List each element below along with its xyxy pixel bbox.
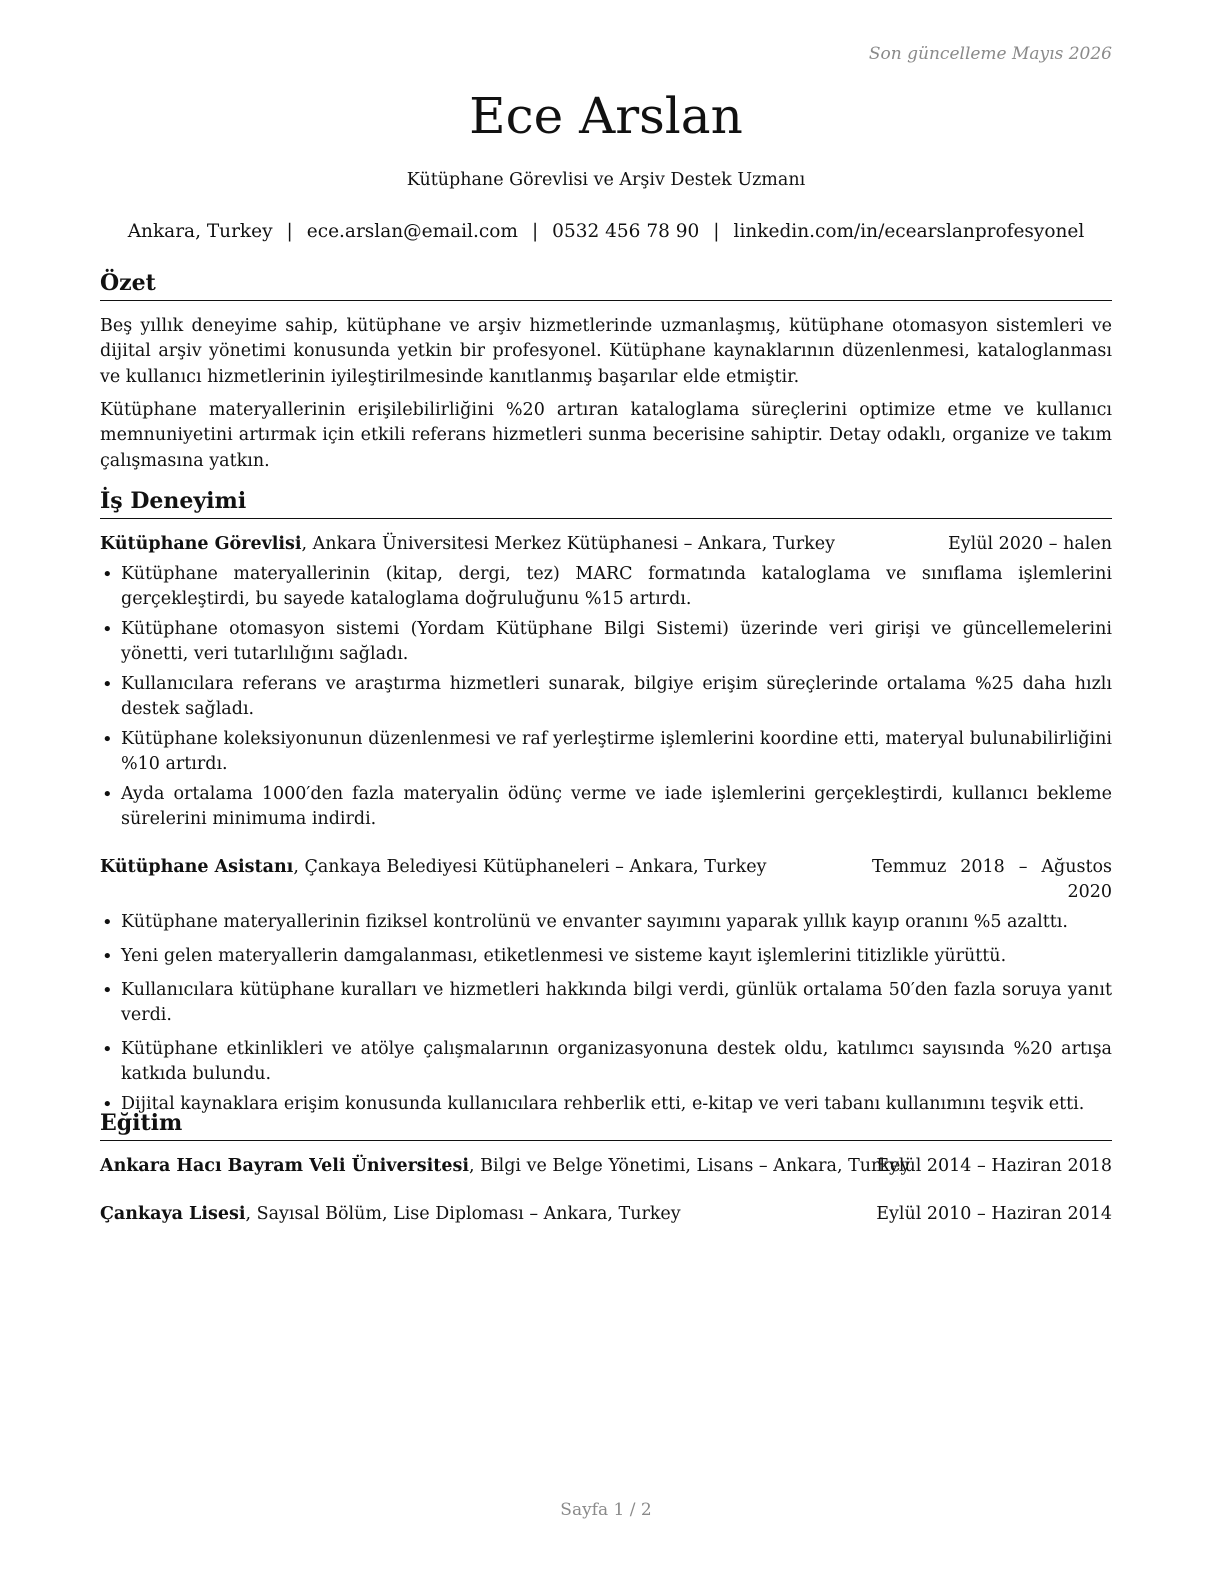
job-bullet: • Kütüphane materyallerinin fiziksel kontrolünü ve envanter sayımını yaparak yıllık kayıp oranını %5 azalttı. — [100, 910, 1112, 935]
job-bullet: • Kütüphane koleksiyonunun düzenlenmesi ve raf yerleştirme işlemlerini koordine etti, materyal bulunabilirliğini %10 artırdı. — [100, 727, 1112, 777]
contact-separator: | — [531, 221, 539, 242]
job-bullet: • Kütüphane materyallerinin (kitap, dergi, tez) MARC formatında kataloglama ve sınıflama işlemlerini gerçekleştirdi, bu sayede kataloglama doğruluğunu %15 artırdı. — [100, 562, 1112, 612]
resume-page — [100, 0, 1112, 1584]
job-bullet: • Ayda ortalama 1000′den fazla materyalin ödünç verme ve iade işlemlerini gerçekleştirdi, kullanıcı bekleme sürelerini minimuma indirdi. — [100, 782, 1112, 832]
job-role: Kütüphane Görevlisi — [100, 534, 302, 554]
job-bullet: • Kütüphane otomasyon sistemi (Yordam Kütüphane Bilgi Sistemi) üzerinde veri girişi ve güncellemelerini yönetti, veri tutarlılığını sağladı. — [100, 617, 1112, 667]
education-entry — [100, 1202, 1112, 1228]
job-entry — [100, 532, 1112, 558]
job-role: Kütüphane Asistanı — [100, 857, 294, 877]
education-school: Çankaya Lisesi — [100, 1204, 246, 1224]
page-number: Sayfa 1 / 2 — [560, 1500, 652, 1520]
contact-separator: | — [713, 221, 720, 242]
education-title-line — [100, 1154, 910, 1179]
job-bullets — [100, 562, 1112, 832]
section-heading-education: Eğitim — [100, 1110, 1112, 1141]
job-bullet: • Yeni gelen materyallerin damgalanması, etiketlenmesi ve sisteme kayıt işlemlerini titizlikle yürüttü. — [100, 944, 1112, 969]
contact-location: Ankara, Turkey — [127, 221, 273, 242]
job-entry — [100, 855, 1112, 907]
candidate-title: Kütüphane Görevlisi ve Arşiv Destek Uzmanı — [406, 170, 806, 190]
summary-paragraph: Beş yıllık deneyime sahip, kütüphane ve arşiv hizmetlerinde uzmanlaşmış, kütüphane otomasyon sistemleri ve dijital arşiv yönetimi konusunda yetkin bir profesyonel. Kütüphane kaynaklarının düzenlenmesi, kataloglanması ve kullanıcı hizmetlerinin iyileştirilmesinde kanıtlanmış başarılar elde etmiştir. — [100, 316, 1112, 387]
contact-email[interactable]: ece.arslan@email.com — [306, 221, 518, 242]
education-dates: Eylül 2014 – Haziran 2018 — [876, 1156, 1112, 1176]
contact-phone: 0532 456 78 90 — [552, 221, 700, 242]
contact-separator: | — [286, 221, 293, 242]
job-bullet: • Dijital kaynaklara erişim konusunda kullanıcılara rehberlik etti, e-kitap ve veri tabanı kullanımını teşvik etti. — [100, 1092, 1112, 1117]
education-detail: , Sayısal Bölüm, Lise Diploması – Ankara, Turkey — [245, 1204, 681, 1224]
candidate-name: Ece Arslan — [469, 87, 743, 145]
education-school: Ankara Hacı Bayram Veli Üniversitesi — [100, 1156, 470, 1176]
job-dates: Temmuz 2018 – Ağustos 2020 — [872, 857, 1112, 902]
job-organization: , Çankaya Belediyesi Kütüphaneleri – Ankara, Turkey — [293, 857, 767, 877]
education-detail: , Bilgi ve Belge Yönetimi, Lisans – Ankara, Turkey — [469, 1156, 911, 1176]
education-dates: Eylül 2010 – Haziran 2014 — [876, 1204, 1112, 1224]
job-bullet: • Kullanıcılara referans ve araştırma hizmetleri sunarak, bilgiye erişim süreçlerinde ortalama %25 daha hızlı destek sağladı. — [100, 672, 1112, 722]
job-bullets — [100, 910, 1112, 1117]
last-updated: Son güncelleme Mayıs 2026 — [868, 44, 1112, 64]
job-dates: Eylül 2020 – halen — [947, 534, 1112, 554]
education-title-line — [100, 1202, 681, 1227]
contact-linkedin[interactable]: linkedin.com/in/ecearslanprofesyonel — [733, 221, 1085, 242]
job-title-line — [100, 532, 835, 557]
summary-paragraph: Kütüphane materyallerinin erişilebilirliğini %20 artıran kataloglama süreçlerini optimize etme ve kullanıcı memnuniyetini artırmak için etkili referans hizmetleri sunma becerisine sahiptir. Detay odaklı, organize ve takım çalışmasına yatkın. — [100, 400, 1112, 471]
education-entry — [100, 1154, 1112, 1180]
job-bullet: • Kütüphane etkinlikleri ve atölye çalışmalarının organizasyonuna destek oldu, katılımcı sayısında %20 artışa katkıda bulundu. — [100, 1037, 1112, 1087]
job-organization: , Ankara Üniversitesi Merkez Kütüphanesi – Ankara, Turkey — [301, 534, 835, 554]
section-heading-summary: Özet — [100, 270, 1112, 301]
section-heading-experience: İş Deneyimi — [100, 488, 1112, 519]
job-bullet: • Kullanıcılara kütüphane kuralları ve hizmetleri hakkında bilgi verdi, günlük ortalama 50′den fazla soruya yanıt verdi. — [100, 978, 1112, 1028]
contact-line — [100, 219, 1112, 245]
job-title-line — [100, 855, 766, 880]
